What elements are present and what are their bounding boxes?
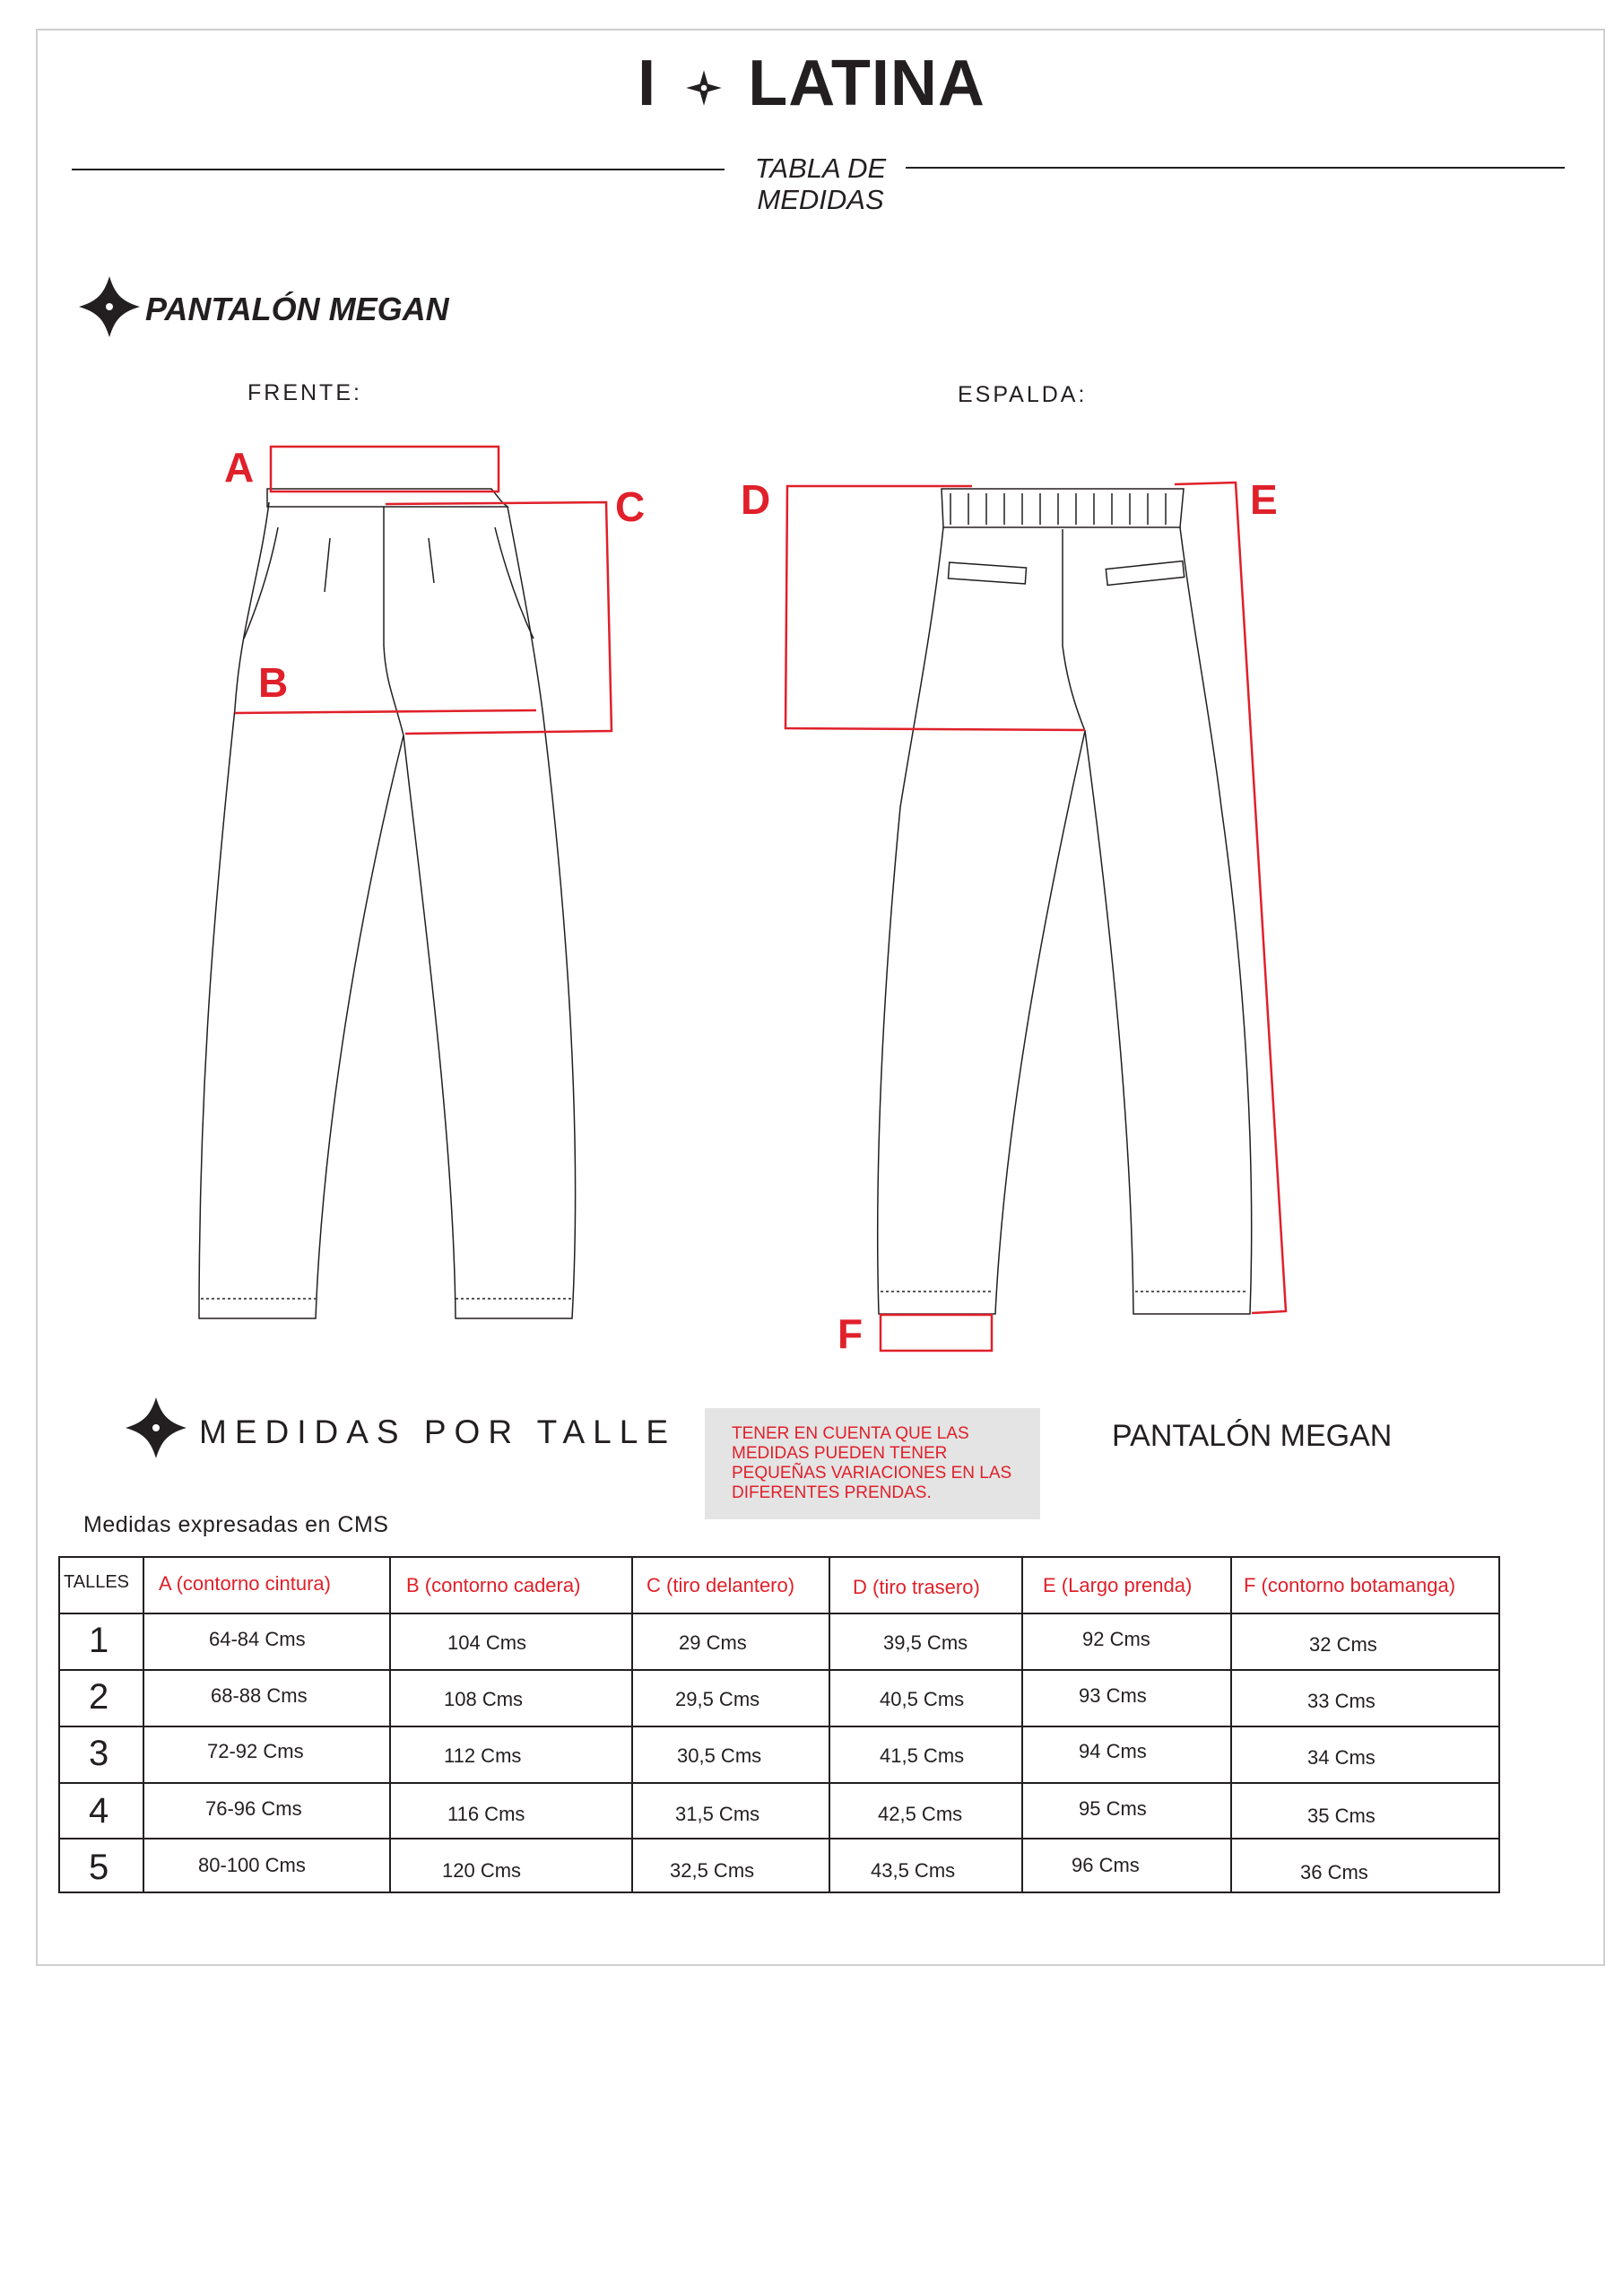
back-pants-drawing <box>771 466 1300 1363</box>
table-cell: 32 Cms <box>1309 1633 1377 1656</box>
table-cell: 31,5 Cms <box>675 1803 760 1825</box>
table-cell-talle: 4 <box>89 1791 109 1831</box>
brand-name: LATINA <box>748 48 985 119</box>
measure-b-line <box>235 710 536 713</box>
units-caption: Medidas expresadas en CMS <box>83 1512 389 1537</box>
size-table-grid <box>58 1556 1500 1894</box>
measure-c-line <box>386 502 612 734</box>
table-cell: 120 Cms <box>442 1859 522 1882</box>
table-cell: 42,5 Cms <box>878 1803 963 1825</box>
brand-prefix: I <box>638 48 657 119</box>
flower-star-icon <box>77 274 142 339</box>
table-cell: 40,5 Cms <box>880 1688 965 1710</box>
four-point-star-icon <box>684 68 724 108</box>
table-cell-talle: 3 <box>89 1734 109 1773</box>
section-title: MEDIDAS POR TALLE <box>199 1413 677 1450</box>
product-title: PANTALÓN MEGAN <box>145 291 449 327</box>
table-cell: 30,5 Cms <box>677 1744 762 1767</box>
header-rule-left <box>72 169 725 170</box>
table-cell: 39,5 Cms <box>883 1631 968 1654</box>
table-cell: 95 Cms <box>1079 1797 1147 1820</box>
marker-c: C <box>615 483 646 530</box>
table-cell: 36 Cms <box>1300 1861 1368 1883</box>
table-cell: 29 Cms <box>679 1631 747 1654</box>
header-rule-right <box>906 167 1565 169</box>
table-cell: 72-92 Cms <box>207 1740 304 1762</box>
table-cell: 104 Cms <box>447 1631 527 1654</box>
table-cell: 96 Cms <box>1072 1854 1140 1876</box>
table-cell: 35 Cms <box>1307 1805 1376 1827</box>
brand-logo <box>0 47 1623 120</box>
table-cell: 80-100 Cms <box>198 1854 306 1876</box>
table-cell-talle: 1 <box>89 1621 109 1660</box>
subtitle-line-1: TABLA DE <box>754 152 887 184</box>
variation-note-text: TENER EN CUENTA QUE LAS MEDIDAS PUEDEN TENER PEQUEÑAS VARIACIONES EN LAS DIFERENTES PRENDAS. <box>732 1424 1012 1502</box>
table-header-d: D (tiro trasero) <box>853 1576 980 1598</box>
table-cell-talle: 5 <box>89 1848 109 1887</box>
table-cell: 43,5 Cms <box>871 1859 956 1882</box>
front-label: FRENTE: <box>247 380 362 405</box>
table-cell: 32,5 Cms <box>670 1859 755 1882</box>
table-header-talles: TALLES <box>64 1572 129 1592</box>
table-cell: 64-84 Cms <box>209 1628 306 1650</box>
table-cell: 94 Cms <box>1079 1740 1147 1762</box>
table-cell: 33 Cms <box>1307 1690 1376 1712</box>
flower-star-icon <box>124 1396 188 1460</box>
table-cell: 68-88 Cms <box>211 1684 308 1707</box>
table-header-f: F (contorno botamanga) <box>1244 1574 1456 1596</box>
marker-e: E <box>1250 476 1278 523</box>
variation-note <box>705 1408 1040 1519</box>
size-table <box>58 1556 1500 1894</box>
back-label: ESPALDA: <box>958 382 1088 407</box>
section-product-name: PANTALÓN MEGAN <box>1112 1419 1393 1453</box>
table-header-a: A (contorno cintura) <box>159 1572 331 1595</box>
marker-a: A <box>224 444 255 491</box>
subtitle-line-2: MEDIDAS <box>757 184 884 215</box>
marker-f: F <box>838 1310 864 1357</box>
table-cell: 93 Cms <box>1079 1684 1147 1707</box>
page-subtitle <box>699 152 942 215</box>
front-pants-drawing <box>179 430 646 1327</box>
table-cell: 29,5 Cms <box>675 1688 760 1710</box>
table-cell: 108 Cms <box>444 1688 524 1710</box>
table-cell: 112 Cms <box>444 1744 522 1767</box>
table-header-b: B (contorno cadera) <box>406 1574 581 1596</box>
table-cell: 34 Cms <box>1307 1746 1376 1769</box>
table-cell: 116 Cms <box>447 1803 525 1825</box>
table-cell: 41,5 Cms <box>880 1744 965 1767</box>
table-cell: 92 Cms <box>1082 1628 1150 1650</box>
marker-d: D <box>741 476 771 523</box>
table-header-c: C (tiro delantero) <box>647 1574 795 1596</box>
table-header-e: E (Largo prenda) <box>1043 1574 1193 1596</box>
measure-f-box <box>881 1315 992 1351</box>
marker-b: B <box>258 659 289 706</box>
table-cell: 76-96 Cms <box>205 1797 302 1820</box>
measure-a-box <box>271 447 499 491</box>
table-cell-talle: 2 <box>89 1677 109 1717</box>
